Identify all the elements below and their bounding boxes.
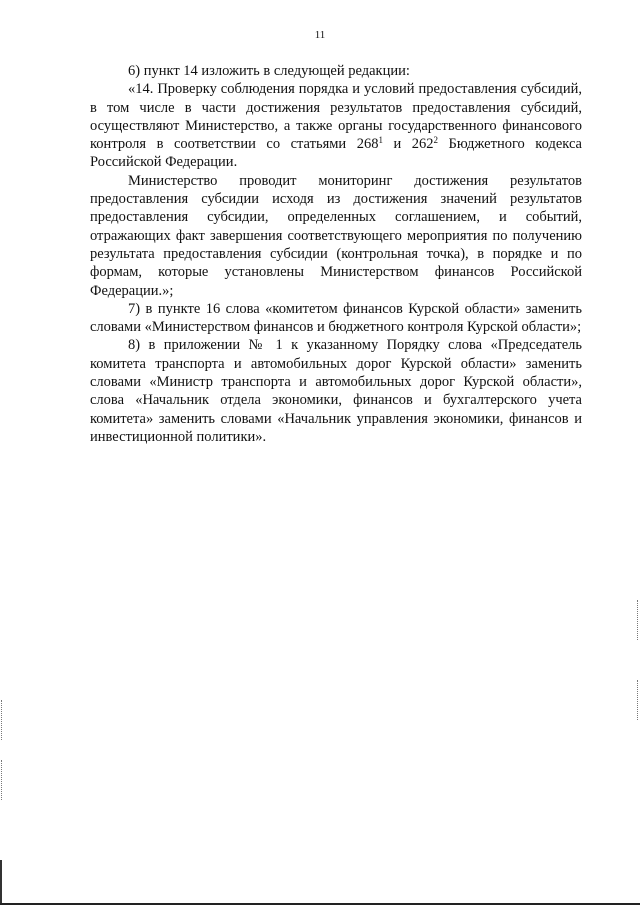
paragraph-text-part: «14. Проверку соблюдения порядка и условий предоставления субсидий, в том числе в части достижения результатов предоставления субсидий, осуществляют Министерство, а также органы государственного финансового контроля в соответствии со статьями 268	[90, 81, 582, 153]
paragraph-text-part: Бюджетного кодекса Российской Федерации.	[90, 136, 582, 171]
paragraph-point-14	[90, 80, 582, 171]
scan-edge-mark	[1, 700, 3, 740]
page-number: 11	[314, 29, 326, 41]
scan-edge-mark	[637, 680, 639, 720]
paragraph-item-8: 8) в приложении № 1 к указанному Порядку слова «Председатель комитета транспорта и автомобильных дорог Курской области» заменить словами «Министр транспорта и автомобильных дорог Курской области», слова «Начальник отдела экономики, финансов и бухгалтерского учета комитета» заменить словами «Начальник управления экономики, финансов и инвестиционной политики».	[90, 337, 582, 445]
superscript-marker: 1	[378, 135, 383, 146]
paragraph-text-part: и 262	[382, 136, 434, 153]
superscript-marker: 2	[433, 135, 439, 146]
document-body	[90, 62, 582, 446]
scan-edge-line	[0, 860, 2, 905]
scan-edge-mark	[1, 760, 3, 800]
paragraph-monitoring: Министерство проводит мониторинг достижения результатов предоставления субсидии исходя из достижения значений результатов предоставления субсидии, определенных соглашением, и событий, отражающих факт завершения соответствующего мероприятия по получению результата предоставления субсидии (контрольная точка), в порядке и по формам, которые установлены Министерством финансов Российской Федерации.»;	[90, 172, 582, 299]
scan-edge-mark	[637, 600, 639, 640]
paragraph-item-6: 6) пункт 14 изложить в следующей редакции:	[128, 63, 410, 79]
paragraph-item-7: 7) в пункте 16 слова «комитетом финансов Курской области» заменить словами «Министерством финансов и бюджетного контроля Курской области»;	[90, 300, 582, 336]
